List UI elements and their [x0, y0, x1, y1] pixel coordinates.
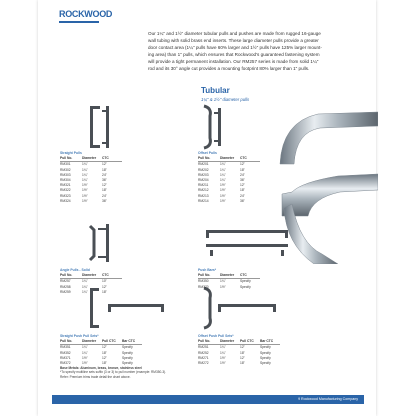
table-cell: 12" — [102, 345, 107, 350]
intro-line: door contact area (1¼" pulls have 60% larger and 1½" pulls have 125% larger mount- — [148, 45, 322, 51]
col-header: Diameter — [82, 273, 97, 278]
table-cell: 12" — [102, 355, 107, 360]
table-title: Straight Push Pull Sets* — [60, 334, 99, 338]
table-cell: 12" — [102, 284, 107, 289]
table-cell: 24" — [102, 193, 107, 198]
table-cell: RM371 — [60, 355, 71, 360]
table-cell: 1½" — [220, 284, 226, 289]
table-cell: 1½" — [82, 183, 88, 188]
col-header: Diameter — [82, 156, 97, 161]
col-header: Pull No. — [198, 273, 211, 278]
catalog-page — [38, 0, 376, 416]
table-cell: Specify — [260, 345, 271, 350]
table-cell: 24" — [102, 172, 107, 177]
table-cell: Specify — [122, 350, 133, 355]
col-header: Pull No. — [60, 339, 73, 344]
section-title: Tubular — [201, 86, 230, 95]
angle-pull-diagram — [84, 222, 118, 264]
table-cell: 1½" — [82, 188, 88, 193]
col-header: Bar CTC — [260, 339, 274, 344]
col-header: Pull No. — [198, 339, 211, 344]
table-cell: 1¼" — [220, 172, 226, 177]
table-cell: 18" — [102, 361, 107, 366]
angle-pulls-table — [60, 268, 122, 295]
table-cell: 1¼" — [220, 279, 226, 284]
table-cell: 36" — [240, 178, 245, 183]
section-subtitle: 1¼" & 1½" diameter pulls — [201, 97, 250, 102]
table-cell: RM303 — [60, 172, 71, 177]
col-header: Diameter — [220, 339, 235, 344]
col-header: Pull CTC — [102, 339, 116, 344]
table-cell: Specify — [122, 355, 133, 360]
table-cell: 1½" — [82, 355, 88, 360]
straight-push-pull-sets-table — [60, 334, 142, 366]
table-cell: 18" — [240, 167, 245, 172]
table-cell: 1¼" — [220, 350, 226, 355]
table-cell: 1¼" — [82, 345, 88, 350]
col-header: CTC — [240, 273, 247, 278]
table-cell: Specify — [260, 350, 271, 355]
table-cell: 1½" — [220, 355, 226, 360]
push-bar-diagram — [204, 228, 290, 258]
table-cell: RM212 — [198, 188, 209, 193]
table-cell: 18" — [240, 350, 245, 355]
col-header: CTC — [240, 156, 247, 161]
table-cell: 1¼" — [82, 162, 88, 167]
table-cell: 24" — [240, 193, 245, 198]
table-row — [198, 199, 260, 204]
col-header: Diameter — [220, 156, 235, 161]
table-cell: 1¼" — [220, 167, 226, 172]
table-title: Offset Push Pull Sets* — [198, 334, 234, 338]
table-row — [60, 199, 122, 204]
table-cell: 1¼" — [82, 289, 88, 294]
table-cell: 12" — [102, 183, 107, 188]
col-header: CTC — [102, 273, 109, 278]
straight-pull-diagram — [86, 104, 116, 150]
table-cell: 1½" — [220, 198, 226, 203]
table-cell: 1½" — [220, 193, 226, 198]
offset-pulls-table — [198, 151, 260, 204]
table-cell: 10" — [102, 279, 107, 284]
table-cell: RM350 — [198, 279, 209, 284]
col-header: CTC — [102, 156, 109, 161]
table-cell: 1¼" — [220, 178, 226, 183]
table-cell: RM324 — [60, 198, 71, 203]
tubular-pull-photo — [278, 104, 378, 264]
table-cell: RM302 — [60, 167, 71, 172]
table-cell: Specify — [240, 284, 251, 289]
intro-line: ing area) than 1" pulls, which ensures that Rockwood's guaranteed fastening system — [148, 52, 320, 58]
table-cell: 12" — [240, 355, 245, 360]
table-cell: RM301 — [60, 162, 71, 167]
table-cell: 1¼" — [220, 345, 226, 350]
table-cell: 1½" — [82, 198, 88, 203]
table-cell: RM259 — [60, 289, 71, 294]
table-cell: RM251 — [198, 345, 209, 350]
table-title: Offset Pulls — [198, 151, 217, 155]
table-cell: 12" — [240, 345, 245, 350]
table-row — [198, 285, 260, 290]
table-cell: 18" — [102, 289, 107, 294]
table-cell: RM213 — [198, 193, 209, 198]
table-cell: 18" — [240, 188, 245, 193]
col-header: Pull No. — [198, 156, 211, 161]
table-cell: Specify — [122, 345, 133, 350]
intro-line: wall tubing with solid brass end inserts. These large diameter pulls provide a greater — [148, 38, 319, 44]
table-cell: Specify — [122, 361, 133, 366]
intro-line: will provide a tight permanent installation. Our RM257 series is made from solid 1¼" — [148, 59, 319, 65]
table-cell: 12" — [102, 162, 107, 167]
table-cell: 1¼" — [82, 350, 88, 355]
table-cell: 1½" — [220, 361, 226, 366]
table-cell: RM322 — [60, 188, 71, 193]
col-header: Pull No. — [60, 156, 73, 161]
table-cell: RM351 — [60, 345, 71, 350]
col-header: Bar CTC — [122, 339, 136, 344]
table-cell: RM201 — [198, 162, 209, 167]
table-cell: 1¼" — [220, 162, 226, 167]
offset-push-pull-sets-table — [198, 334, 280, 366]
table-cell: 1¼" — [82, 167, 88, 172]
table-cell: 1¼" — [82, 172, 88, 177]
table-cell: 36" — [102, 198, 107, 203]
table-cell: RM204 — [198, 178, 209, 183]
table-cell: RM252 — [198, 350, 209, 355]
table-cell: Specify — [260, 355, 271, 360]
table-cell: 18" — [102, 167, 107, 172]
table-cell: 36" — [102, 178, 107, 183]
table-cell: 1½" — [82, 361, 88, 366]
table-cell: RM321 — [60, 183, 71, 188]
table-cell: RM323 — [60, 193, 71, 198]
table-cell: 18" — [240, 361, 245, 366]
table-cell: 1¼" — [82, 178, 88, 183]
note-line: Refer: Premium trims trade detail the chart above. — [60, 374, 131, 379]
intro-paragraph — [148, 30, 360, 73]
notes — [60, 366, 260, 379]
rockwood-logo: ROCKWOOD — [59, 9, 113, 19]
offset-pull-diagram — [198, 104, 228, 150]
table-cell: RM203 — [198, 172, 209, 177]
col-header: Diameter — [220, 273, 235, 278]
intro-line: rod and its 30° angle cut provides a mounting footprint 80% larger than 1" pulls. — [148, 66, 310, 72]
table-cell: RM211 — [198, 183, 209, 188]
offset-push-pull-set-diagram — [198, 286, 278, 332]
table-cell: RM370 — [198, 284, 209, 289]
table-title: Angle Pulls - Solid — [60, 268, 90, 272]
col-header: Pull CTC — [240, 339, 254, 344]
intro-line: Our 1¼" and 1½" diameter tubular pulls and pushes are made from rugged 16-gauge — [148, 31, 321, 36]
table-cell: 12" — [240, 183, 245, 188]
table-cell: RM258 — [60, 284, 71, 289]
table-title: Push Bars* — [198, 268, 217, 272]
table-cell: RM352 — [60, 350, 71, 355]
note-line: *To specify multiline sets suffix (3 or 3) to pull number (example: RM350-3). — [60, 370, 167, 375]
table-cell: RM214 — [198, 198, 209, 203]
table-cell: Specify — [260, 361, 271, 366]
table-cell: 18" — [102, 188, 107, 193]
table-cell: RM304 — [60, 178, 71, 183]
table-cell: RM202 — [198, 167, 209, 172]
col-header: Pull No. — [60, 273, 73, 278]
footer-bar — [52, 395, 364, 404]
push-bars-table — [198, 268, 260, 290]
table-cell: 1¼" — [82, 279, 88, 284]
table-title: Straight Pulls — [60, 151, 82, 155]
table-cell: 1½" — [220, 183, 226, 188]
logo-underline — [59, 21, 99, 23]
straight-pulls-table — [60, 151, 122, 204]
table-cell: 18" — [102, 350, 107, 355]
note-line: Base Metals: Aluminum, brass, bronze, stainless steel — [60, 366, 142, 370]
table-cell: RM272 — [198, 361, 209, 366]
table-cell: 1½" — [220, 188, 226, 193]
col-header: Diameter — [82, 339, 97, 344]
table-row — [60, 290, 122, 295]
table-cell: 36" — [240, 198, 245, 203]
table-cell: Specify — [240, 279, 251, 284]
table-cell: 24" — [240, 172, 245, 177]
table-cell: 1½" — [82, 193, 88, 198]
table-cell: 1¼" — [82, 284, 88, 289]
table-cell: RM372 — [60, 361, 71, 366]
table-cell: RM271 — [198, 355, 209, 360]
table-cell: RM257 — [60, 279, 71, 284]
footer-text: 9 Rockwood Manufacturing Company — [298, 397, 358, 401]
table-cell: 12" — [240, 162, 245, 167]
